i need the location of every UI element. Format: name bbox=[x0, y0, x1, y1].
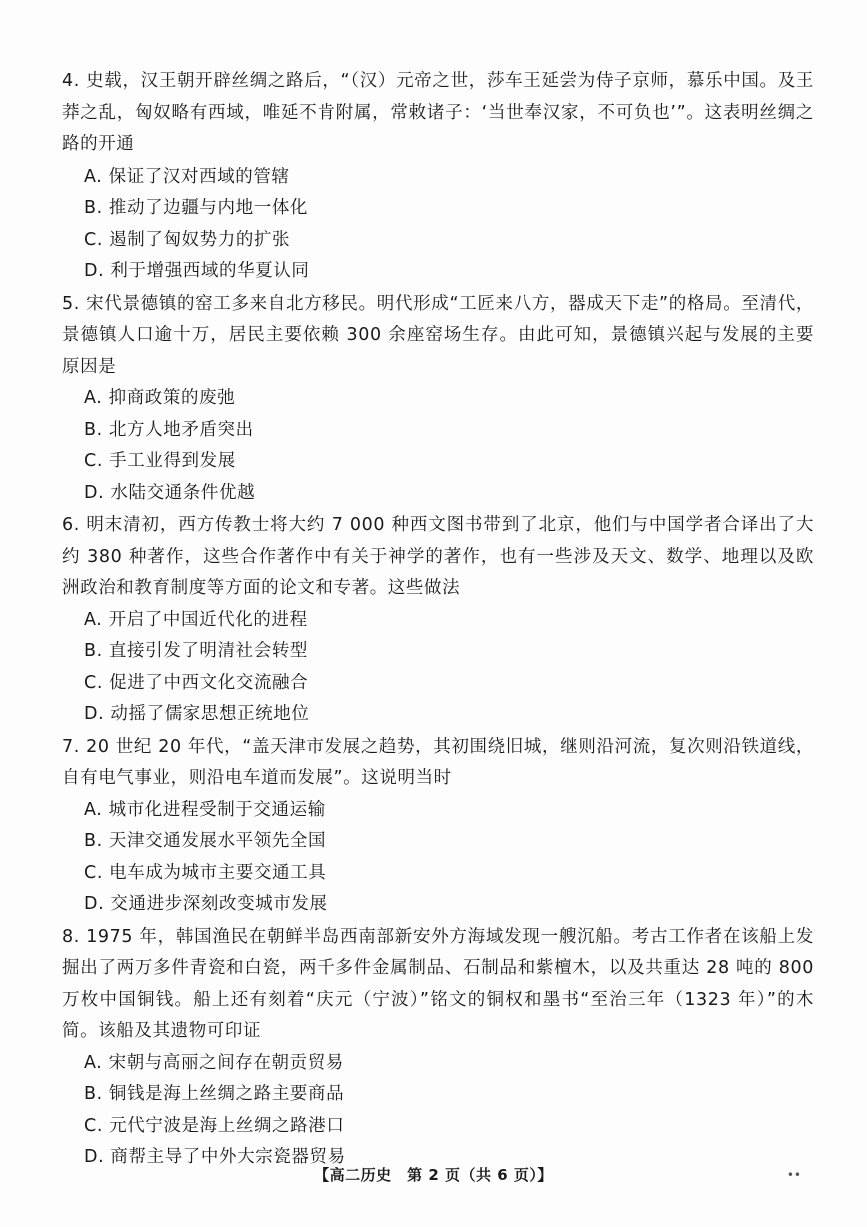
option-list bbox=[62, 1048, 814, 1174]
question-stem: 5. 宋代景德镇的窑工多来自北方移民。明代形成“工匠来八方，器成天下走”的格局。至清代，景德镇人口逾十万，居民主要依赖 300 余座窑场生存。由此可知，景德镇兴起与发展的主要原因是 bbox=[62, 293, 814, 377]
option-b: B. 北方人地矛盾突出 bbox=[84, 419, 254, 440]
question-5 bbox=[62, 289, 814, 510]
option-list bbox=[62, 605, 814, 731]
option-c: C. 元代宁波是海上丝绸之路港口 bbox=[84, 1115, 345, 1136]
option-list bbox=[62, 162, 814, 288]
option-c: C. 电车成为城市主要交通工具 bbox=[84, 862, 327, 883]
question-7 bbox=[62, 732, 814, 921]
option-d: D. 水陆交通条件优越 bbox=[84, 482, 256, 503]
question-stem: 6. 明末清初，西方传教士将大约 7 000 种西文图书带到了北京，他们与中国学者合译出了大约 380 种著作，这些合作著作中有关于神学的著作，也有一些涉及天文、数学、地理以及欧洲政治和教育制度等方面的论文和专著。这些做法 bbox=[62, 515, 814, 598]
option-c: C. 促进了中西文化交流融合 bbox=[84, 672, 309, 693]
option-d: D. 交通进步深刻改变城市发展 bbox=[84, 894, 328, 914]
question-stem: 8. 1975 年，韩国渔民在朝鲜半岛西南部新安外方海域发现一艘沉船。考古工作者在该船上发掘出了两万多件青瓷和白瓷，两千多件金属制品、石制品和紫檀木，以及共重达 28 吨的 800 万枚中国铜钱。船上还有刻着“庆元（宁波）”铭文的铜权和墨书“至治三年（1323 年）”的木简。该船及其遗物可印证 bbox=[62, 926, 814, 1041]
option-d: D. 商帮主导了中外大宗瓷器贸易 bbox=[84, 1147, 346, 1167]
question-8 bbox=[62, 922, 814, 1174]
option-d: D. 动摇了儒家思想正统地位 bbox=[84, 704, 310, 724]
option-list bbox=[62, 383, 814, 509]
option-c: C. 遏制了匈奴势力的扩张 bbox=[84, 229, 291, 250]
page-footer: 【高二历史 第 2 页（共 6 页）】 bbox=[314, 1166, 553, 1184]
option-d: D. 利于增强西域的华夏认同 bbox=[84, 261, 310, 281]
option-b: B. 铜钱是海上丝绸之路主要商品 bbox=[84, 1084, 345, 1104]
option-a: A. 抑商政策的废弛 bbox=[84, 388, 236, 408]
option-b: B. 推动了边疆与内地一体化 bbox=[84, 198, 309, 218]
question-list bbox=[62, 66, 814, 1174]
option-a: A. 开启了中国近代化的进程 bbox=[84, 609, 308, 630]
question-6 bbox=[62, 510, 814, 731]
question-4 bbox=[62, 66, 814, 288]
corner-mark: •• bbox=[786, 1168, 801, 1182]
option-list bbox=[62, 795, 814, 921]
option-a: A. 城市化进程受制于交通运输 bbox=[84, 799, 326, 820]
option-a: A. 宋朝与高丽之间存在朝贡贸易 bbox=[84, 1052, 344, 1073]
option-b: B. 直接引发了明清社会转型 bbox=[84, 641, 309, 661]
option-c: C. 手工业得到发展 bbox=[84, 451, 236, 471]
option-a: A. 保证了汉对西域的管辖 bbox=[84, 166, 290, 187]
question-stem: 4. 史载，汉王朝开辟丝绸之路后，“（汉）元帝之世，莎车王延尝为侍子京师，慕乐中国。及王莽之乱，匈奴略有西域，唯延不肯附属，常敕诸子：‘当世奉汉家，不可负也’”。这表明丝绸之路的开通 bbox=[62, 71, 814, 154]
question-stem: 7. 20 世纪 20 年代，“盖天津市发展之趋势，其初围绕旧城，继则沿河流，复次则沿铁道线，自有电气事业，则沿电车道而发展”。这说明当时 bbox=[62, 736, 814, 788]
option-b: B. 天津交通发展水平领先全国 bbox=[84, 831, 327, 851]
